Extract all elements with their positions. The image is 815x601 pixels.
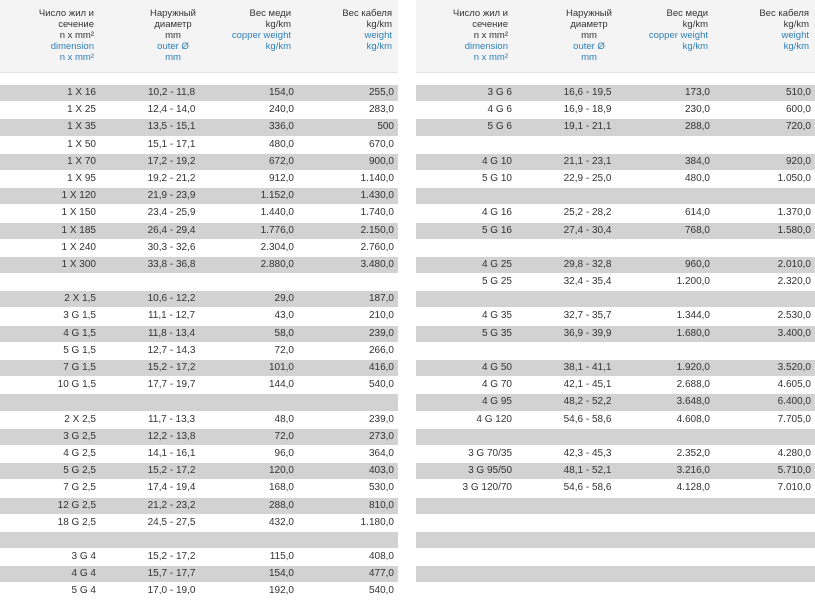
table-cell-c2: 15,2 - 17,2 — [147, 465, 196, 477]
right-table-header — [416, 0, 815, 73]
header-text: copper weight — [231, 30, 291, 41]
header-text: kg/km — [366, 41, 392, 52]
table-cell-c4: 810,0 — [368, 499, 394, 511]
table-cell-c3: 43,0 — [274, 310, 294, 322]
table-cell-c2: 38,1 - 41,1 — [563, 362, 612, 373]
table-cell-c4: 477,0 — [368, 568, 394, 580]
table-row — [416, 205, 815, 222]
header-cable-weight — [721, 8, 809, 52]
table-cell-c4: 540,0 — [368, 585, 394, 597]
table-row — [416, 394, 815, 411]
table-cell-c4: 3.400,0 — [777, 327, 811, 339]
table-cell-c1: 1 X 16 — [67, 87, 96, 98]
table-cell-c1: 4 G 2,5 — [63, 447, 96, 459]
table-cell-c3: 48,0 — [274, 413, 294, 425]
table-row — [416, 480, 815, 497]
left-table — [0, 0, 398, 597]
table-cell-c4: 670,0 — [368, 138, 394, 150]
table-cell-c4: 920,0 — [785, 155, 811, 167]
table-cell-c2: 26,4 - 29,4 — [147, 224, 196, 236]
table-cell-c3: 384,0 — [684, 155, 710, 167]
header-text: kg/km — [682, 41, 708, 52]
table-cell-c3: 2.688,0 — [676, 379, 710, 391]
table-cell-c3: 154,0 — [268, 87, 294, 98]
table-cell-c2: 25,2 - 28,2 — [563, 207, 612, 219]
left-table-header — [0, 0, 398, 73]
table-row — [0, 412, 398, 429]
table-cell-c1: 18 G 2,5 — [57, 516, 96, 528]
table-cell-c2: 48,1 - 52,1 — [563, 465, 612, 477]
header-text: сечение — [472, 19, 508, 30]
table-row — [0, 102, 398, 119]
table-cell-c4: 1.740,0 — [360, 207, 394, 219]
table-cell-c4: 2.530,0 — [777, 310, 811, 322]
table-row — [416, 102, 815, 119]
header-text: Вес кабеля — [342, 8, 392, 19]
table-row — [0, 394, 398, 411]
table-cell-c3: 1.200,0 — [676, 276, 710, 288]
table-cell-c2: 27,4 - 30,4 — [563, 224, 612, 236]
table-cell-c3: 4.128,0 — [676, 482, 710, 494]
table-cell-c3: 614,0 — [684, 207, 710, 219]
table-row — [416, 343, 815, 360]
table-cell-c3: 3.216,0 — [676, 465, 710, 477]
table-cell-c3: 101,0 — [268, 362, 294, 373]
table-row — [0, 343, 398, 360]
table-cell-c1: 7 G 1,5 — [63, 362, 96, 373]
header-text: диаметр — [154, 19, 192, 30]
table-row — [0, 188, 398, 205]
table-cell-c2: 14,1 - 16,1 — [147, 447, 196, 459]
table-cell-c2: 32,7 - 35,7 — [563, 310, 612, 322]
table-cell-c1: 1 X 185 — [61, 224, 96, 236]
table-cell-c3: 336,0 — [268, 121, 294, 133]
table-cell-c4: 600,0 — [785, 104, 811, 116]
table-cell-c4: 1.140,0 — [360, 172, 394, 184]
table-cell-c1: 3 G 120/70 — [462, 482, 512, 494]
table-cell-c4: 1.370,0 — [777, 207, 811, 219]
table-cell-c2: 36,9 - 39,9 — [563, 327, 612, 339]
table-cell-c4: 540,0 — [368, 379, 394, 391]
table-cell-c4: 266,0 — [368, 344, 394, 356]
table-cell-c4: 408,0 — [368, 551, 394, 563]
table-row — [0, 240, 398, 257]
table-row — [416, 188, 815, 205]
table-cell-c1: 1 X 70 — [67, 155, 96, 167]
table-cell-c1: 10 G 1,5 — [57, 379, 96, 391]
header-text: сечение — [58, 19, 94, 30]
header-text: mm — [165, 30, 181, 41]
table-row — [0, 171, 398, 188]
table-cell-c3: 912,0 — [268, 172, 294, 184]
table-row — [416, 240, 815, 257]
table-cell-c2: 42,1 - 45,1 — [563, 379, 612, 391]
table-cell-c1: 1 X 35 — [67, 121, 96, 133]
table-cell-c3: 480,0 — [268, 138, 294, 150]
header-text: dimension — [50, 41, 94, 52]
table-cell-c4: 5.710,0 — [777, 465, 811, 477]
table-row — [0, 154, 398, 171]
header-text: Вес меди — [666, 8, 708, 19]
table-row — [416, 291, 815, 308]
header-text: n x mm² — [59, 52, 94, 63]
table-cell-c3: 240,0 — [268, 104, 294, 116]
table-cell-c2: 17,4 - 19,4 — [147, 482, 196, 494]
table-cell-c2: 12,2 - 13,8 — [147, 430, 196, 442]
header-text: kg/km — [265, 19, 291, 30]
table-row — [0, 205, 398, 222]
table-cell-c1: 3 G 2,5 — [63, 430, 96, 442]
table-cell-c4: 273,0 — [368, 430, 394, 442]
header-text: n x mm² — [473, 52, 508, 63]
table-row — [0, 291, 398, 308]
table-row — [416, 377, 815, 394]
table-row — [416, 119, 815, 136]
table-cell-c1: 1 X 120 — [61, 190, 96, 202]
table-cell-c4: 6.400,0 — [777, 396, 811, 408]
table-cell-c4: 2.760,0 — [360, 241, 394, 253]
table-cell-c4: 403,0 — [368, 465, 394, 477]
header-text: n x mm² — [59, 30, 94, 41]
column-gap — [398, 0, 416, 568]
table-row — [416, 549, 815, 566]
table-cell-c1: 4 G 120 — [476, 413, 512, 425]
table-row — [0, 326, 398, 343]
table-row — [0, 377, 398, 394]
header-text: mm — [165, 52, 181, 63]
header-text: weight — [364, 30, 392, 41]
table-cell-c4: 7.705,0 — [777, 413, 811, 425]
table-cell-c3: 480,0 — [684, 172, 710, 184]
table-cell-c1: 1 X 240 — [61, 241, 96, 253]
table-cell-c4: 510,0 — [785, 87, 811, 98]
table-cell-c3: 1.344,0 — [676, 310, 710, 322]
table-cell-c4: 187,0 — [368, 293, 394, 305]
table-cell-c1: 5 G 1,5 — [63, 344, 96, 356]
table-cell-c2: 19,1 - 21,1 — [563, 121, 612, 133]
header-text: weight — [781, 30, 809, 41]
left-table-body — [0, 85, 398, 601]
header-text: mm — [581, 52, 597, 63]
table-cell-c2: 19,2 - 21,2 — [147, 172, 196, 184]
table-cell-c4: 3.480,0 — [360, 258, 394, 270]
table-cell-c1: 4 G 10 — [481, 155, 512, 167]
table-row — [0, 85, 398, 102]
header-text: kg/km — [265, 41, 291, 52]
table-cell-c1: 4 G 35 — [481, 310, 512, 322]
table-cell-c4: 4.280,0 — [777, 447, 811, 459]
table-cell-c2: 29,8 - 32,8 — [563, 258, 612, 270]
table-cell-c2: 12,7 - 14,3 — [147, 344, 196, 356]
table-cell-c4: 1.180,0 — [360, 516, 394, 528]
table-cell-c1: 4 G 50 — [481, 362, 512, 373]
header-text: outer Ø — [157, 41, 189, 52]
table-cell-c1: 4 G 95 — [481, 396, 512, 408]
header-text: kg/km — [783, 41, 809, 52]
table-cell-c4: 2.150,0 — [360, 224, 394, 236]
header-text: Вес меди — [249, 8, 291, 19]
header-outer-diameter — [125, 8, 221, 63]
table-cell-c1: 1 X 25 — [67, 104, 96, 116]
table-row — [0, 223, 398, 240]
table-cell-c2: 23,4 - 25,9 — [147, 207, 196, 219]
table-cell-c3: 72,0 — [274, 344, 294, 356]
header-text: kg/km — [366, 19, 392, 30]
table-cell-c2: 15,2 - 17,2 — [147, 362, 196, 373]
table-cell-c3: 154,0 — [268, 568, 294, 580]
header-text: Наружный — [150, 8, 196, 19]
table-row — [0, 137, 398, 154]
table-cell-c3: 120,0 — [268, 465, 294, 477]
table-row — [416, 360, 815, 377]
header-text: copper weight — [648, 30, 708, 41]
table-cell-c1: 5 G 6 — [487, 121, 512, 133]
table-cell-c2: 11,8 - 13,4 — [147, 327, 196, 339]
table-cell-c1: 3 G 4 — [71, 551, 96, 563]
table-cell-c1: 7 G 2,5 — [63, 482, 96, 494]
table-cell-c2: 10,2 - 11,8 — [147, 87, 196, 98]
table-cell-c1: 3 G 1,5 — [63, 310, 96, 322]
table-cell-c3: 960,0 — [684, 258, 710, 270]
table-row — [416, 498, 815, 515]
table-cell-c3: 1.680,0 — [676, 327, 710, 339]
table-cell-c4: 7.010,0 — [777, 482, 811, 494]
table-row — [0, 566, 398, 583]
table-row — [416, 223, 815, 240]
table-cell-c1: 1 X 300 — [61, 258, 96, 270]
table-row — [416, 274, 815, 291]
table-cell-c4: 210,0 — [368, 310, 394, 322]
table-cell-c3: 2.880,0 — [260, 258, 294, 270]
header-text: n x mm² — [473, 30, 508, 41]
table-row — [0, 532, 398, 549]
table-cell-c2: 16,9 - 18,9 — [563, 104, 612, 116]
table-row — [0, 429, 398, 446]
table-cell-c3: 115,0 — [269, 551, 294, 563]
header-text: mm — [581, 30, 597, 41]
table-cell-c3: 2.304,0 — [260, 241, 294, 253]
table-cell-c2: 12,4 - 14,0 — [147, 104, 196, 116]
table-cell-c3: 1.440,0 — [260, 207, 294, 219]
table-row — [416, 326, 815, 343]
table-cell-c3: 1.920,0 — [676, 362, 710, 373]
table-cell-c2: 33,8 - 36,8 — [147, 258, 196, 270]
table-cell-c4: 2.320,0 — [777, 276, 811, 288]
table-cell-c2: 24,5 - 27,5 — [147, 516, 196, 528]
table-cell-c4: 530,0 — [368, 482, 394, 494]
table-row — [0, 498, 398, 515]
header-outer-diameter — [541, 8, 637, 63]
header-text: Наружный — [566, 8, 612, 19]
header-text: Число жил и — [452, 8, 508, 19]
table-cell-c1: 4 G 70 — [481, 379, 512, 391]
table-cell-c1: 3 G 70/35 — [468, 447, 512, 459]
table-row — [416, 137, 815, 154]
table-row — [0, 360, 398, 377]
table-cell-c2: 11,1 - 12,7 — [147, 310, 196, 322]
table-cell-c2: 48,2 - 52,2 — [563, 396, 612, 408]
table-cell-c4: 239,0 — [368, 413, 394, 425]
header-cable-weight — [305, 8, 392, 52]
table-cell-c2: 16,6 - 19,5 — [563, 87, 612, 98]
table-cell-c4: 1.050,0 — [777, 172, 811, 184]
table-cell-c3: 144,0 — [268, 379, 294, 391]
table-cell-c4: 239,0 — [368, 327, 394, 339]
table-cell-c1: 1 X 150 — [61, 207, 96, 219]
table-cell-c1: 1 X 95 — [67, 172, 96, 184]
table-cell-c4: 900,0 — [368, 155, 394, 167]
table-row — [416, 154, 815, 171]
table-row — [416, 85, 815, 102]
table-cell-c3: 230,0 — [684, 104, 710, 116]
table-row — [416, 429, 815, 446]
table-cell-c4: 3.520,0 — [777, 362, 811, 373]
table-cell-c1: 5 G 2,5 — [63, 465, 96, 477]
table-cell-c3: 288,0 — [684, 121, 710, 133]
table-cell-c2: 17,0 - 19,0 — [147, 585, 196, 597]
table-cell-c4: 255,0 — [368, 87, 394, 98]
right-table — [416, 0, 815, 494]
table-cell-c3: 72,0 — [274, 430, 294, 442]
table-row — [416, 515, 815, 532]
table-row — [0, 463, 398, 480]
table-cell-c1: 5 G 35 — [481, 327, 512, 339]
table-row — [416, 412, 815, 429]
table-cell-c1: 4 G 6 — [487, 104, 512, 116]
header-text: диаметр — [570, 19, 608, 30]
table-cell-c3: 96,0 — [274, 447, 294, 459]
table-cell-c2: 15,2 - 17,2 — [147, 551, 196, 563]
table-cell-c2: 17,2 - 19,2 — [147, 155, 196, 167]
table-cell-c2: 22,9 - 25,0 — [563, 172, 612, 184]
table-cell-c4: 4.605,0 — [777, 379, 811, 391]
table-cell-c1: 12 G 2,5 — [57, 499, 96, 511]
table-cell-c2: 42,3 - 45,3 — [563, 447, 612, 459]
table-cell-c1: 5 G 4 — [71, 585, 96, 597]
table-cell-c3: 58,0 — [274, 327, 294, 339]
table-row — [0, 119, 398, 136]
table-row — [416, 463, 815, 480]
table-row — [416, 171, 815, 188]
table-cell-c2: 13,5 - 15,1 — [147, 121, 196, 133]
table-row — [0, 274, 398, 291]
table-cell-c4: 1.580,0 — [777, 224, 811, 236]
table-row — [416, 308, 815, 325]
table-cell-c3: 1.776,0 — [260, 224, 294, 236]
table-cell-c2: 21,2 - 23,2 — [147, 499, 196, 511]
table-row — [0, 549, 398, 566]
header-text: Вес кабеля — [759, 8, 809, 19]
header-text: Число жил и — [38, 8, 94, 19]
table-row — [0, 257, 398, 274]
table-cell-c4: 500 — [377, 121, 394, 133]
header-text: kg/km — [783, 19, 809, 30]
right-table-body — [416, 85, 815, 601]
header-copper-weight — [215, 8, 291, 52]
table-row — [0, 480, 398, 497]
table-cell-c2: 15,7 - 17,7 — [147, 568, 196, 580]
table-cell-c1: 4 G 16 — [481, 207, 512, 219]
table-cell-c3: 2.352,0 — [676, 447, 710, 459]
table-cell-c3: 192,0 — [268, 585, 294, 597]
table-cell-c2: 21,1 - 23,1 — [563, 155, 612, 167]
table-row — [416, 257, 815, 274]
table-cell-c1: 3 G 95/50 — [468, 465, 512, 477]
table-row — [0, 515, 398, 532]
table-row — [416, 566, 815, 583]
table-cell-c3: 768,0 — [684, 224, 710, 236]
table-cell-c4: 416,0 — [368, 362, 394, 373]
header-text: kg/km — [682, 19, 708, 30]
table-row — [416, 583, 815, 600]
header-text: dimension — [464, 41, 508, 52]
table-cell-c3: 29,0 — [274, 293, 294, 305]
table-row — [0, 583, 398, 600]
table-row — [416, 446, 815, 463]
table-cell-c2: 54,6 - 58,6 — [563, 413, 612, 425]
table-cell-c3: 1.152,0 — [260, 190, 294, 202]
table-cell-c4: 1.430,0 — [360, 190, 394, 202]
table-cell-c4: 2.010,0 — [777, 258, 811, 270]
header-dimension — [0, 8, 94, 63]
table-cell-c4: 364,0 — [368, 447, 394, 459]
header-copper-weight — [631, 8, 708, 52]
table-cell-c1: 3 G 6 — [487, 87, 512, 98]
table-cell-c1: 4 G 4 — [71, 568, 96, 580]
table-cell-c3: 168,0 — [268, 482, 294, 494]
table-cell-c1: 2 X 2,5 — [64, 413, 96, 425]
table-row — [0, 308, 398, 325]
table-cell-c1: 5 G 25 — [481, 276, 512, 288]
table-cell-c3: 288,0 — [268, 499, 294, 511]
table-cell-c2: 32,4 - 35,4 — [563, 276, 612, 288]
table-cell-c1: 4 G 1,5 — [63, 327, 96, 339]
table-row — [0, 446, 398, 463]
table-cell-c4: 283,0 — [368, 104, 394, 116]
table-cell-c3: 672,0 — [268, 155, 294, 167]
table-cell-c2: 30,3 - 32,6 — [147, 241, 196, 253]
table-cell-c2: 21,9 - 23,9 — [147, 190, 196, 202]
table-row — [416, 532, 815, 549]
header-text: outer Ø — [573, 41, 605, 52]
table-cell-c3: 173,0 — [684, 87, 710, 98]
table-cell-c4: 720,0 — [785, 121, 811, 133]
table-cell-c2: 54,6 - 58,6 — [563, 482, 612, 494]
table-cell-c2: 17,7 - 19,7 — [147, 379, 196, 391]
table-cell-c1: 1 X 50 — [67, 138, 96, 150]
table-cell-c3: 4.608,0 — [676, 413, 710, 425]
table-cell-c1: 4 G 25 — [481, 258, 512, 270]
table-cell-c3: 3.648,0 — [676, 396, 710, 408]
table-cell-c2: 10,6 - 12,2 — [147, 293, 196, 305]
header-dimension — [416, 8, 508, 63]
table-cell-c1: 5 G 16 — [481, 224, 512, 236]
table-cell-c3: 432,0 — [268, 516, 294, 528]
table-cell-c1: 2 X 1,5 — [64, 293, 96, 305]
table-cell-c2: 15,1 - 17,1 — [147, 138, 196, 150]
table-cell-c2: 11,7 - 13,3 — [147, 413, 196, 425]
table-cell-c1: 5 G 10 — [481, 172, 512, 184]
